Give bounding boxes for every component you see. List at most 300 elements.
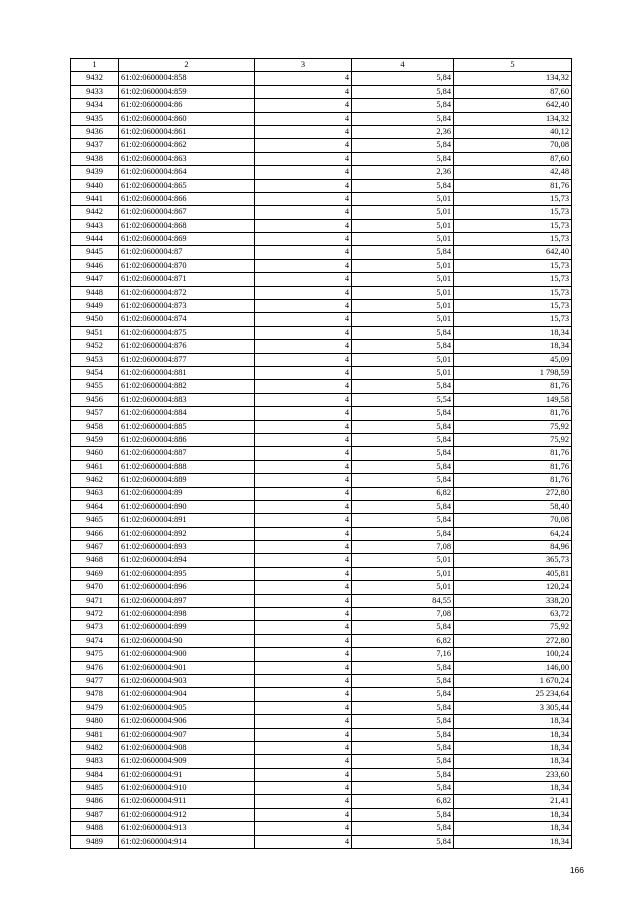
table-cell: 9441 — [71, 192, 119, 205]
table-row — [71, 259, 572, 272]
table-cell: 9477 — [71, 674, 119, 687]
table-cell: 18,34 — [454, 822, 572, 835]
table-cell: 5,01 — [352, 286, 454, 299]
table-row — [71, 581, 572, 594]
table-cell: 61:02:0600004:910 — [119, 782, 255, 795]
table-cell: 61:02:0600004:897 — [119, 594, 255, 607]
table-cell: 4 — [255, 741, 352, 754]
table-cell: 5,84 — [352, 514, 454, 527]
table-cell: 5,01 — [352, 273, 454, 286]
table-cell: 18,34 — [454, 326, 572, 339]
table-row — [71, 273, 572, 286]
table-cell: 9435 — [71, 112, 119, 125]
table-cell: 61:02:0600004:869 — [119, 233, 255, 246]
table-cell: 5,01 — [352, 581, 454, 594]
table-cell: 61:02:0600004:875 — [119, 326, 255, 339]
table-cell: 4 — [255, 527, 352, 540]
table-cell: 5,01 — [352, 554, 454, 567]
table-cell: 9478 — [71, 688, 119, 701]
table-cell: 5,84 — [352, 447, 454, 460]
table-cell: 134,32 — [454, 112, 572, 125]
table-cell: 9439 — [71, 166, 119, 179]
table-row — [71, 313, 572, 326]
table-cell: 9475 — [71, 648, 119, 661]
table-cell: 63,72 — [454, 608, 572, 621]
table-cell: 7,08 — [352, 608, 454, 621]
table-cell: 272,80 — [454, 487, 572, 500]
table-cell: 5,84 — [352, 420, 454, 433]
table-cell: 272,80 — [454, 634, 572, 647]
table-cell: 4 — [255, 674, 352, 687]
table-cell: 18,34 — [454, 340, 572, 353]
table-row — [71, 567, 572, 580]
table-row — [71, 447, 572, 460]
table-cell: 9465 — [71, 514, 119, 527]
table-row — [71, 353, 572, 366]
table-row — [71, 233, 572, 246]
table-cell: 9450 — [71, 313, 119, 326]
table-cell: 61:02:0600004:904 — [119, 688, 255, 701]
table-cell: 4 — [255, 835, 352, 848]
table-cell: 9485 — [71, 782, 119, 795]
table-cell: 149,58 — [454, 393, 572, 406]
table-cell: 70,08 — [454, 139, 572, 152]
table-row — [71, 554, 572, 567]
table-cell: 4 — [255, 206, 352, 219]
table-cell: 4 — [255, 701, 352, 714]
table-cell: 61:02:0600004:899 — [119, 621, 255, 634]
table-cell: 4 — [255, 782, 352, 795]
table-cell: 61:02:0600004:894 — [119, 554, 255, 567]
table-row — [71, 72, 572, 85]
table-cell: 4 — [255, 166, 352, 179]
table-cell: 5,84 — [352, 835, 454, 848]
table-cell: 5,01 — [352, 567, 454, 580]
table-cell: 25 234,64 — [454, 688, 572, 701]
table-cell: 15,73 — [454, 300, 572, 313]
table-cell: 5,84 — [352, 500, 454, 513]
table-cell: 61:02:0600004:870 — [119, 259, 255, 272]
table-cell: 61:02:0600004:884 — [119, 407, 255, 420]
table-cell: 4 — [255, 340, 352, 353]
table-cell: 5,01 — [352, 353, 454, 366]
table-cell: 45,09 — [454, 353, 572, 366]
table-cell: 61:02:0600004:905 — [119, 701, 255, 714]
table-cell: 9488 — [71, 822, 119, 835]
table-cell: 61:02:0600004:898 — [119, 608, 255, 621]
table-cell: 61:02:0600004:874 — [119, 313, 255, 326]
table-row — [71, 420, 572, 433]
table-cell: 5,84 — [352, 326, 454, 339]
table-cell: 146,00 — [454, 661, 572, 674]
table-cell: 18,34 — [454, 835, 572, 848]
table-cell: 61:02:0600004:89 — [119, 487, 255, 500]
table-cell: 4 — [255, 768, 352, 781]
table-row — [71, 433, 572, 446]
table-cell: 9467 — [71, 541, 119, 554]
table-cell: 9434 — [71, 99, 119, 112]
table-cell: 4 — [255, 246, 352, 259]
table-cell: 4 — [255, 554, 352, 567]
table-cell: 9457 — [71, 407, 119, 420]
table-row — [71, 300, 572, 313]
table-cell: 4 — [255, 112, 352, 125]
table-cell: 4 — [255, 755, 352, 768]
table-cell: 4 — [255, 192, 352, 205]
table-cell: 9442 — [71, 206, 119, 219]
table-row — [71, 474, 572, 487]
table-cell: 4 — [255, 152, 352, 165]
table-cell: 61:02:0600004:893 — [119, 541, 255, 554]
table-cell: 81,76 — [454, 380, 572, 393]
table-cell: 9443 — [71, 219, 119, 232]
table-cell: 2,36 — [352, 166, 454, 179]
table-cell: 61:02:0600004:911 — [119, 795, 255, 808]
table-cell: 61:02:0600004:866 — [119, 192, 255, 205]
table-cell: 9466 — [71, 527, 119, 540]
table-cell: 9454 — [71, 366, 119, 379]
table-cell: 9458 — [71, 420, 119, 433]
table-row — [71, 688, 572, 701]
table-cell: 9489 — [71, 835, 119, 848]
table-cell: 4 — [255, 728, 352, 741]
table-cell: 70,08 — [454, 514, 572, 527]
table-cell: 9459 — [71, 433, 119, 446]
table-cell: 40,12 — [454, 125, 572, 138]
table-row — [71, 85, 572, 98]
table-row — [71, 139, 572, 152]
table-cell: 5,84 — [352, 474, 454, 487]
table-row — [71, 527, 572, 540]
table-cell: 4 — [255, 259, 352, 272]
table-row — [71, 166, 572, 179]
table-cell: 18,34 — [454, 755, 572, 768]
table-row — [71, 661, 572, 674]
table-cell: 15,73 — [454, 219, 572, 232]
table-cell: 5,84 — [352, 152, 454, 165]
table-cell: 9433 — [71, 85, 119, 98]
table-cell: 9438 — [71, 152, 119, 165]
table-cell: 5,84 — [352, 112, 454, 125]
table-cell: 9440 — [71, 179, 119, 192]
table-row — [71, 460, 572, 473]
table-cell: 4 — [255, 125, 352, 138]
table-cell: 4 — [255, 822, 352, 835]
table-row — [71, 366, 572, 379]
table-row — [71, 715, 572, 728]
table-cell: 4 — [255, 487, 352, 500]
table-cell: 9460 — [71, 447, 119, 460]
table-cell: 15,73 — [454, 273, 572, 286]
table-cell: 9432 — [71, 72, 119, 85]
table-cell: 61:02:0600004:867 — [119, 206, 255, 219]
table-cell: 61:02:0600004:890 — [119, 500, 255, 513]
table-cell: 5,01 — [352, 206, 454, 219]
table-row — [71, 407, 572, 420]
table-cell: 4 — [255, 313, 352, 326]
table-cell: 5,84 — [352, 808, 454, 821]
table-cell: 5,84 — [352, 460, 454, 473]
table-cell: 5,84 — [352, 755, 454, 768]
table-cell: 4 — [255, 433, 352, 446]
table-cell: 7,08 — [352, 541, 454, 554]
column-header-5: 5 — [454, 59, 572, 72]
table-cell: 642,40 — [454, 99, 572, 112]
table-cell: 5,84 — [352, 768, 454, 781]
table-cell: 6,82 — [352, 795, 454, 808]
table-row — [71, 192, 572, 205]
table-cell: 9483 — [71, 755, 119, 768]
table-cell: 9446 — [71, 259, 119, 272]
table-cell: 4 — [255, 233, 352, 246]
table-cell: 61:02:0600004:906 — [119, 715, 255, 728]
table-cell: 4 — [255, 407, 352, 420]
table-cell: 4 — [255, 594, 352, 607]
table-cell: 2,36 — [352, 125, 454, 138]
table-cell: 9470 — [71, 581, 119, 594]
table-cell: 81,76 — [454, 474, 572, 487]
table-cell: 9462 — [71, 474, 119, 487]
table-cell: 4 — [255, 621, 352, 634]
table-cell: 1 670,24 — [454, 674, 572, 687]
table-cell: 4 — [255, 326, 352, 339]
table-cell: 5,01 — [352, 300, 454, 313]
table-cell: 5,84 — [352, 822, 454, 835]
page-number: 166 — [569, 865, 584, 875]
table-cell: 9481 — [71, 728, 119, 741]
table-cell: 61:02:0600004:862 — [119, 139, 255, 152]
table-cell: 61:02:0600004:896 — [119, 581, 255, 594]
table-cell: 61:02:0600004:888 — [119, 460, 255, 473]
table-cell: 5,84 — [352, 715, 454, 728]
table-cell: 18,34 — [454, 741, 572, 754]
table-row — [71, 594, 572, 607]
table-cell: 4 — [255, 715, 352, 728]
table-cell: 9469 — [71, 567, 119, 580]
table-cell: 9456 — [71, 393, 119, 406]
table-cell: 5,84 — [352, 621, 454, 634]
column-header-3: 3 — [255, 59, 352, 72]
table-cell: 61:02:0600004:912 — [119, 808, 255, 821]
table-cell: 61:02:0600004:863 — [119, 152, 255, 165]
table-cell: 5,84 — [352, 728, 454, 741]
table-cell: 5,84 — [352, 527, 454, 540]
table-cell: 18,34 — [454, 715, 572, 728]
data-table — [70, 58, 572, 849]
table-cell: 61:02:0600004:901 — [119, 661, 255, 674]
table-cell: 5,84 — [352, 661, 454, 674]
table-row — [71, 648, 572, 661]
table-cell: 1 798,59 — [454, 366, 572, 379]
table-cell: 9480 — [71, 715, 119, 728]
table-row — [71, 99, 572, 112]
table-cell: 5,84 — [352, 380, 454, 393]
table-cell: 4 — [255, 393, 352, 406]
table-cell: 9482 — [71, 741, 119, 754]
table-cell: 61:02:0600004:877 — [119, 353, 255, 366]
table-cell: 4 — [255, 139, 352, 152]
table-row — [71, 340, 572, 353]
table-cell: 61:02:0600004:868 — [119, 219, 255, 232]
table-cell: 5,84 — [352, 246, 454, 259]
table-cell: 9474 — [71, 634, 119, 647]
table-cell: 61:02:0600004:871 — [119, 273, 255, 286]
column-header-2: 2 — [119, 59, 255, 72]
table-row — [71, 782, 572, 795]
table-cell: 87,60 — [454, 152, 572, 165]
table-cell: 61:02:0600004:892 — [119, 527, 255, 540]
table-cell: 405,81 — [454, 567, 572, 580]
table-cell: 9445 — [71, 246, 119, 259]
table-cell: 5,84 — [352, 674, 454, 687]
table-row — [71, 286, 572, 299]
table-cell: 9486 — [71, 795, 119, 808]
table-cell: 4 — [255, 581, 352, 594]
table-cell: 120,24 — [454, 581, 572, 594]
table-cell: 4 — [255, 72, 352, 85]
table-cell: 5,84 — [352, 85, 454, 98]
table-row — [71, 674, 572, 687]
table-row — [71, 326, 572, 339]
table-cell: 4 — [255, 795, 352, 808]
table-cell: 3 305,44 — [454, 701, 572, 714]
table-cell: 15,73 — [454, 259, 572, 272]
table-cell: 61:02:0600004:883 — [119, 393, 255, 406]
table-row — [71, 246, 572, 259]
table-cell: 15,73 — [454, 192, 572, 205]
table-cell: 9453 — [71, 353, 119, 366]
table-row — [71, 219, 572, 232]
table-cell: 61:02:0600004:87 — [119, 246, 255, 259]
table-row — [71, 514, 572, 527]
table-cell: 5,84 — [352, 407, 454, 420]
column-header-1: 1 — [71, 59, 119, 72]
table-cell: 5,84 — [352, 99, 454, 112]
table-cell: 61:02:0600004:86 — [119, 99, 255, 112]
table-cell: 9447 — [71, 273, 119, 286]
table-row — [71, 125, 572, 138]
table-cell: 81,76 — [454, 460, 572, 473]
table-body — [71, 72, 572, 849]
table-cell: 5,84 — [352, 179, 454, 192]
table-cell: 134,32 — [454, 72, 572, 85]
table-cell: 5,84 — [352, 139, 454, 152]
table-cell: 5,01 — [352, 313, 454, 326]
table-cell: 4 — [255, 420, 352, 433]
table-cell: 9476 — [71, 661, 119, 674]
table-row — [71, 701, 572, 714]
header-row — [71, 59, 572, 72]
table-cell: 5,84 — [352, 72, 454, 85]
table-cell: 4 — [255, 219, 352, 232]
table-cell: 9452 — [71, 340, 119, 353]
table-cell: 61:02:0600004:886 — [119, 433, 255, 446]
table-cell: 6,82 — [352, 487, 454, 500]
table-row — [71, 768, 572, 781]
table-cell: 81,76 — [454, 407, 572, 420]
table-cell: 5,01 — [352, 366, 454, 379]
table-cell: 61:02:0600004:91 — [119, 768, 255, 781]
table-cell: 5,84 — [352, 741, 454, 754]
table-cell: 61:02:0600004:908 — [119, 741, 255, 754]
table-cell: 4 — [255, 353, 352, 366]
table-cell: 9449 — [71, 300, 119, 313]
table-row — [71, 500, 572, 513]
table-cell: 5,84 — [352, 782, 454, 795]
table-cell: 15,73 — [454, 313, 572, 326]
table-cell: 15,73 — [454, 286, 572, 299]
table-cell: 15,73 — [454, 206, 572, 219]
table-cell: 18,34 — [454, 808, 572, 821]
table-cell: 5,01 — [352, 219, 454, 232]
table-cell: 4 — [255, 648, 352, 661]
table-cell: 61:02:0600004:860 — [119, 112, 255, 125]
table-cell: 75,92 — [454, 433, 572, 446]
table-cell: 75,92 — [454, 621, 572, 634]
table-cell: 4 — [255, 366, 352, 379]
table-cell: 9463 — [71, 487, 119, 500]
table-cell: 365,73 — [454, 554, 572, 567]
table-cell: 18,34 — [454, 782, 572, 795]
table-cell: 642,40 — [454, 246, 572, 259]
table-cell: 5,84 — [352, 701, 454, 714]
table-cell: 5,84 — [352, 688, 454, 701]
table-cell: 9484 — [71, 768, 119, 781]
table-cell: 61:02:0600004:859 — [119, 85, 255, 98]
table-cell: 61:02:0600004:907 — [119, 728, 255, 741]
table-row — [71, 741, 572, 754]
table-cell: 9437 — [71, 139, 119, 152]
table-cell: 61:02:0600004:865 — [119, 179, 255, 192]
table-row — [71, 634, 572, 647]
table-cell: 61:02:0600004:903 — [119, 674, 255, 687]
table-cell: 84,96 — [454, 541, 572, 554]
table-cell: 4 — [255, 688, 352, 701]
table-row — [71, 795, 572, 808]
table-row — [71, 152, 572, 165]
column-header-4: 4 — [352, 59, 454, 72]
table-cell: 9471 — [71, 594, 119, 607]
table-cell: 81,76 — [454, 179, 572, 192]
table-cell: 15,73 — [454, 233, 572, 246]
table-cell: 9468 — [71, 554, 119, 567]
table-cell: 61:02:0600004:914 — [119, 835, 255, 848]
table-cell: 4 — [255, 273, 352, 286]
table-cell: 58,40 — [454, 500, 572, 513]
table-cell: 61:02:0600004:885 — [119, 420, 255, 433]
table-cell: 5,01 — [352, 259, 454, 272]
table-cell: 61:02:0600004:913 — [119, 822, 255, 835]
table-cell: 4 — [255, 85, 352, 98]
table-row — [71, 112, 572, 125]
table-cell: 61:02:0600004:889 — [119, 474, 255, 487]
table-row — [71, 621, 572, 634]
table-cell: 9448 — [71, 286, 119, 299]
table-cell: 4 — [255, 500, 352, 513]
table-cell: 100,24 — [454, 648, 572, 661]
table-row — [71, 179, 572, 192]
table-cell: 61:02:0600004:909 — [119, 755, 255, 768]
table-cell: 61:02:0600004:876 — [119, 340, 255, 353]
table-row — [71, 608, 572, 621]
table-cell: 61:02:0600004:861 — [119, 125, 255, 138]
table-header — [71, 59, 572, 72]
table-cell: 75,92 — [454, 420, 572, 433]
table-row — [71, 808, 572, 821]
table-row — [71, 393, 572, 406]
table-cell: 338,20 — [454, 594, 572, 607]
table-cell: 18,34 — [454, 728, 572, 741]
